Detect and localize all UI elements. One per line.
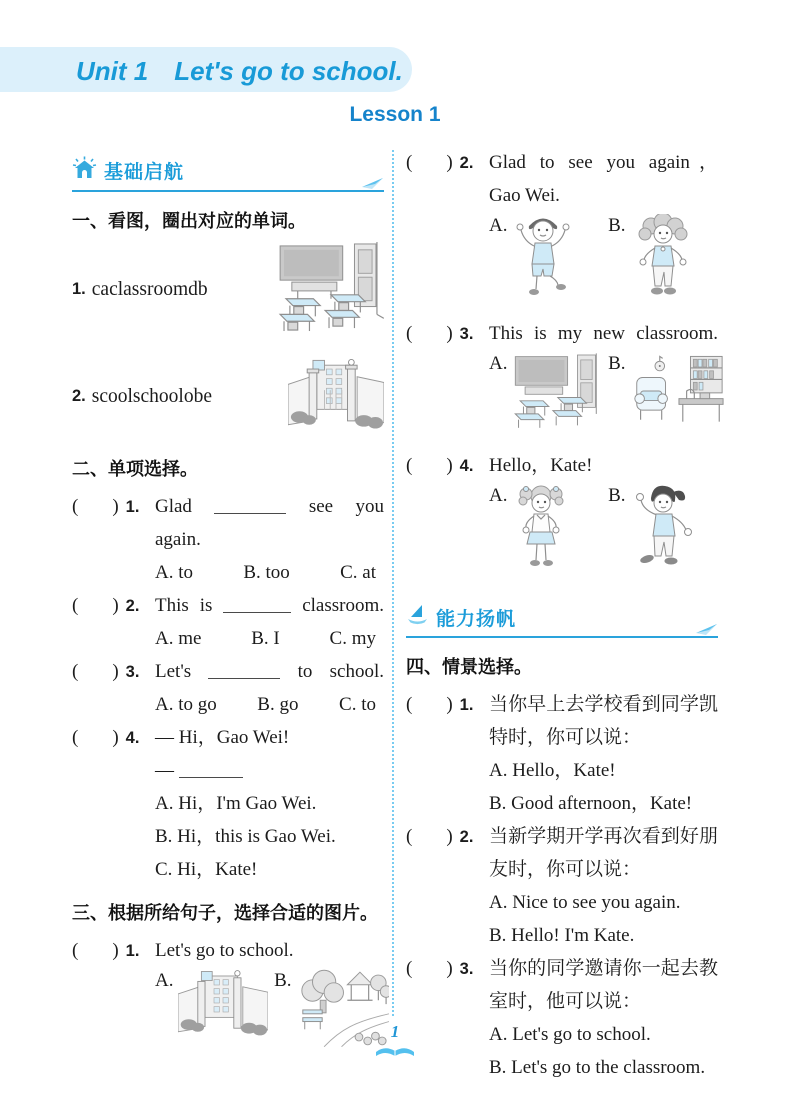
- ex3-q1-sentence: Let's go to school.: [155, 940, 294, 961]
- paren-open: (: [406, 455, 413, 476]
- ex4-title: 四、情景选择。: [406, 657, 532, 677]
- ex4-q3-prefix: [406, 952, 489, 986]
- ex1-item-1-word[interactable]: caclassroomdb: [91, 278, 208, 300]
- unit-title: Unit 1 Let's go to school.: [76, 56, 403, 86]
- left-column: [72, 156, 384, 1066]
- section-header-ability: [406, 603, 718, 638]
- ex3-q3-prefix: [406, 317, 489, 351]
- ex3-q3-option-b[interactable]: [608, 352, 718, 439]
- section-arrow-icon: [696, 622, 718, 640]
- paren-open: (: [406, 323, 413, 344]
- ex4-q3-option-b[interactable]: B. Let's go to the classroom.: [489, 1057, 706, 1078]
- question-number: 2.: [459, 154, 474, 172]
- option-c[interactable]: C. at: [340, 562, 376, 583]
- boy-jumping-illustration: [512, 214, 574, 309]
- ex2-q3-prefix: [72, 655, 155, 689]
- ex4-q2-line1: 当新学期开学再次看到好朋: [489, 826, 718, 847]
- ex1-item-1-num: 1.: [72, 280, 86, 298]
- sailboat-icon: [406, 603, 429, 631]
- ex2-q1-sentence: [155, 490, 384, 523]
- question-number: 1.: [125, 942, 140, 960]
- question-number: 2.: [459, 828, 474, 846]
- section-arrow-icon: [362, 176, 384, 194]
- paren-close: ): [112, 595, 119, 616]
- ex2-q3-options: [155, 688, 384, 721]
- ex4-q3: [406, 952, 718, 1084]
- option-b[interactable]: B. too: [243, 562, 290, 583]
- paren-close: ): [446, 958, 453, 979]
- paren-open: (: [72, 727, 79, 748]
- ex4-q1: [406, 688, 718, 820]
- ex3-q2-option-b[interactable]: [608, 214, 718, 309]
- ex4-q3-line2: 室时，他可以说：: [489, 991, 642, 1012]
- ex4-q1-line1: 当你早上去学校看到同学凯: [489, 694, 718, 715]
- ex3-q3: [406, 317, 718, 449]
- ex2-q2: [72, 589, 384, 655]
- ex2-q4-option-a[interactable]: A. Hi，I'm Gao Wei.: [155, 793, 317, 814]
- ex2-q4-prefix: [72, 721, 155, 755]
- sentence-text: classroom.: [302, 595, 385, 616]
- ex1-item-2-word[interactable]: scoolschoolobe: [91, 385, 212, 407]
- option-a[interactable]: A. me: [155, 628, 202, 649]
- paren-open: (: [72, 496, 79, 517]
- dash: —: [155, 760, 174, 781]
- ex4-q2: [406, 820, 718, 952]
- paren-open: (: [406, 826, 413, 847]
- option-a[interactable]: A. to: [155, 562, 193, 583]
- sentence-text: Let's: [155, 661, 192, 682]
- ex1-item-1: [72, 242, 384, 337]
- paren-close: ): [446, 152, 453, 173]
- option-a[interactable]: A. to go: [155, 694, 217, 715]
- option-letter: A.: [155, 970, 174, 991]
- ex3-q1: [72, 934, 384, 1066]
- option-c[interactable]: C. my: [329, 628, 376, 649]
- ex3-q4: [406, 449, 718, 589]
- option-letter: B.: [608, 485, 626, 506]
- ex2-q2-prefix: [72, 589, 155, 623]
- section-title-ability: 能力扬帆: [436, 608, 517, 630]
- ex3-q2-images: [489, 214, 718, 309]
- option-letter: A.: [489, 215, 508, 236]
- paren-open: (: [72, 940, 79, 961]
- column-divider: [392, 150, 394, 1016]
- ex3-q3-option-a[interactable]: [489, 352, 608, 441]
- girl-standing-illustration: [631, 214, 695, 309]
- paren-open: (: [72, 595, 79, 616]
- answer-blank[interactable]: [214, 497, 286, 514]
- ex3-q4-prefix: [406, 449, 489, 483]
- ex3-q4-option-b[interactable]: [608, 484, 718, 581]
- ex3-q1-prefix: [72, 934, 155, 968]
- ex2-q1: [72, 490, 384, 589]
- answer-blank[interactable]: [179, 761, 243, 778]
- ex3-title: 三、根据所给句子，选择合适的图片。: [72, 903, 378, 923]
- ex3-q1-option-b[interactable]: [274, 969, 384, 1058]
- option-letter: B.: [608, 353, 626, 374]
- sentence-text: Glad: [155, 496, 192, 517]
- option-letter: B.: [608, 215, 626, 236]
- ex1-title: 一、看图，圈出对应的单词。: [72, 211, 306, 231]
- paren-close: ): [446, 455, 453, 476]
- ex4-q3-line1: 当你的同学邀请你一起去教: [489, 958, 718, 979]
- paren-close: ): [112, 496, 119, 517]
- question-number: 4.: [125, 729, 140, 747]
- ex2-q2-options: [155, 622, 384, 655]
- ex4-q1-line2: 特时，你可以说：: [489, 727, 642, 748]
- question-number: 3.: [459, 325, 474, 343]
- ex3-q2: [406, 146, 718, 317]
- ex2-q3: [72, 655, 384, 721]
- ex4-q3-option-a[interactable]: A. Let's go to school.: [489, 1024, 651, 1045]
- question-number: 3.: [459, 960, 474, 978]
- option-letter: A.: [489, 353, 508, 374]
- ex2-q3-sentence: [155, 655, 384, 688]
- paren-open: (: [406, 694, 413, 715]
- right-column: [406, 146, 718, 1084]
- girl-waving-illustration: [631, 484, 695, 581]
- ex2-title: 二、单项选择。: [72, 459, 198, 479]
- paren-close: ): [446, 694, 453, 715]
- paren-close: ): [112, 727, 119, 748]
- study-room-illustration: [631, 352, 725, 439]
- paren-open: (: [406, 152, 413, 173]
- classroom-illustration: [512, 352, 602, 441]
- paren-open: (: [72, 661, 79, 682]
- option-c[interactable]: C. to: [339, 694, 376, 715]
- ex4-q2-line2: 友时，你可以说：: [489, 859, 642, 880]
- ex2-q4-line2: [155, 754, 384, 787]
- ex2-q1-prefix: [72, 490, 155, 524]
- ex1-item-2-num: 2.: [72, 387, 86, 405]
- option-letter: B.: [274, 970, 292, 991]
- ex2-q1-cont: again.: [155, 529, 201, 550]
- girl-pigtails-illustration: [512, 484, 570, 581]
- section-title-basics: 基础启航: [104, 162, 185, 183]
- ex4-q1-prefix: [406, 688, 489, 722]
- ex4-q2-prefix: [406, 820, 489, 854]
- ex2-q4-option-c[interactable]: C. Hi，Kate!: [155, 859, 258, 880]
- ex3-q1-images: [155, 969, 384, 1058]
- ex2-q4: [72, 721, 384, 886]
- ex3-q2-option-a[interactable]: [489, 214, 608, 309]
- lesson-title: Lesson 1: [349, 103, 441, 126]
- unit-title-banner: [0, 47, 412, 92]
- sentence-text: see you: [308, 496, 385, 517]
- page-number: 1: [390, 1022, 400, 1041]
- ex3-q4-images: [489, 484, 718, 581]
- option-b[interactable]: B. go: [257, 694, 299, 715]
- ex3-q4-option-a[interactable]: [489, 484, 608, 581]
- classroom-illustration: [276, 242, 384, 337]
- ex2-q4-option-b[interactable]: B. Hi，this is Gao Wei.: [155, 826, 336, 847]
- question-number: 2.: [125, 597, 140, 615]
- option-b[interactable]: B. I: [251, 628, 280, 649]
- ex3-q3-images: [489, 352, 718, 441]
- house-icon: [72, 156, 97, 185]
- paren-close: ): [446, 323, 453, 344]
- ex1-item-2: [72, 359, 384, 434]
- ex3-q2-line2: Gao Wei.: [489, 185, 560, 206]
- paren-close: ): [112, 940, 119, 961]
- ex2-q4-line1: — Hi，Gao Wei!: [155, 727, 290, 748]
- question-number: 3.: [125, 663, 140, 681]
- paren-close: ): [112, 661, 119, 682]
- open-book-icon: [374, 1044, 416, 1064]
- ex2-q2-sentence: [155, 589, 384, 622]
- ex3-q4-sentence: Hello，Kate!: [489, 455, 593, 476]
- school-gate-illustration: [288, 359, 384, 434]
- question-number: 1.: [459, 696, 474, 714]
- answer-blank[interactable]: [208, 662, 280, 679]
- ex4-q2-option-a[interactable]: A. Nice to see you again.: [489, 892, 681, 913]
- sentence-text: to school.: [297, 661, 385, 682]
- section-header-basics: [72, 156, 384, 192]
- option-letter: A.: [489, 485, 508, 506]
- paren-open: (: [406, 958, 413, 979]
- ex2-q1-options: [155, 556, 384, 589]
- ex4-q2-option-b[interactable]: B. Hello! I'm Kate.: [489, 925, 635, 946]
- paren-close: ): [446, 826, 453, 847]
- ex3-q2-line1: Glad to see you again，: [489, 152, 718, 173]
- question-number: 1.: [125, 498, 140, 516]
- sentence-text: This is: [155, 595, 213, 616]
- ex3-q2-prefix: [406, 146, 489, 180]
- ex4-q1-option-b[interactable]: B. Good afternoon，Kate!: [489, 793, 693, 814]
- answer-blank[interactable]: [223, 596, 291, 613]
- question-number: 4.: [459, 457, 474, 475]
- ex3-q3-sentence: This is my new classroom.: [489, 323, 718, 344]
- ex4-q1-option-a[interactable]: A. Hello，Kate!: [489, 760, 616, 781]
